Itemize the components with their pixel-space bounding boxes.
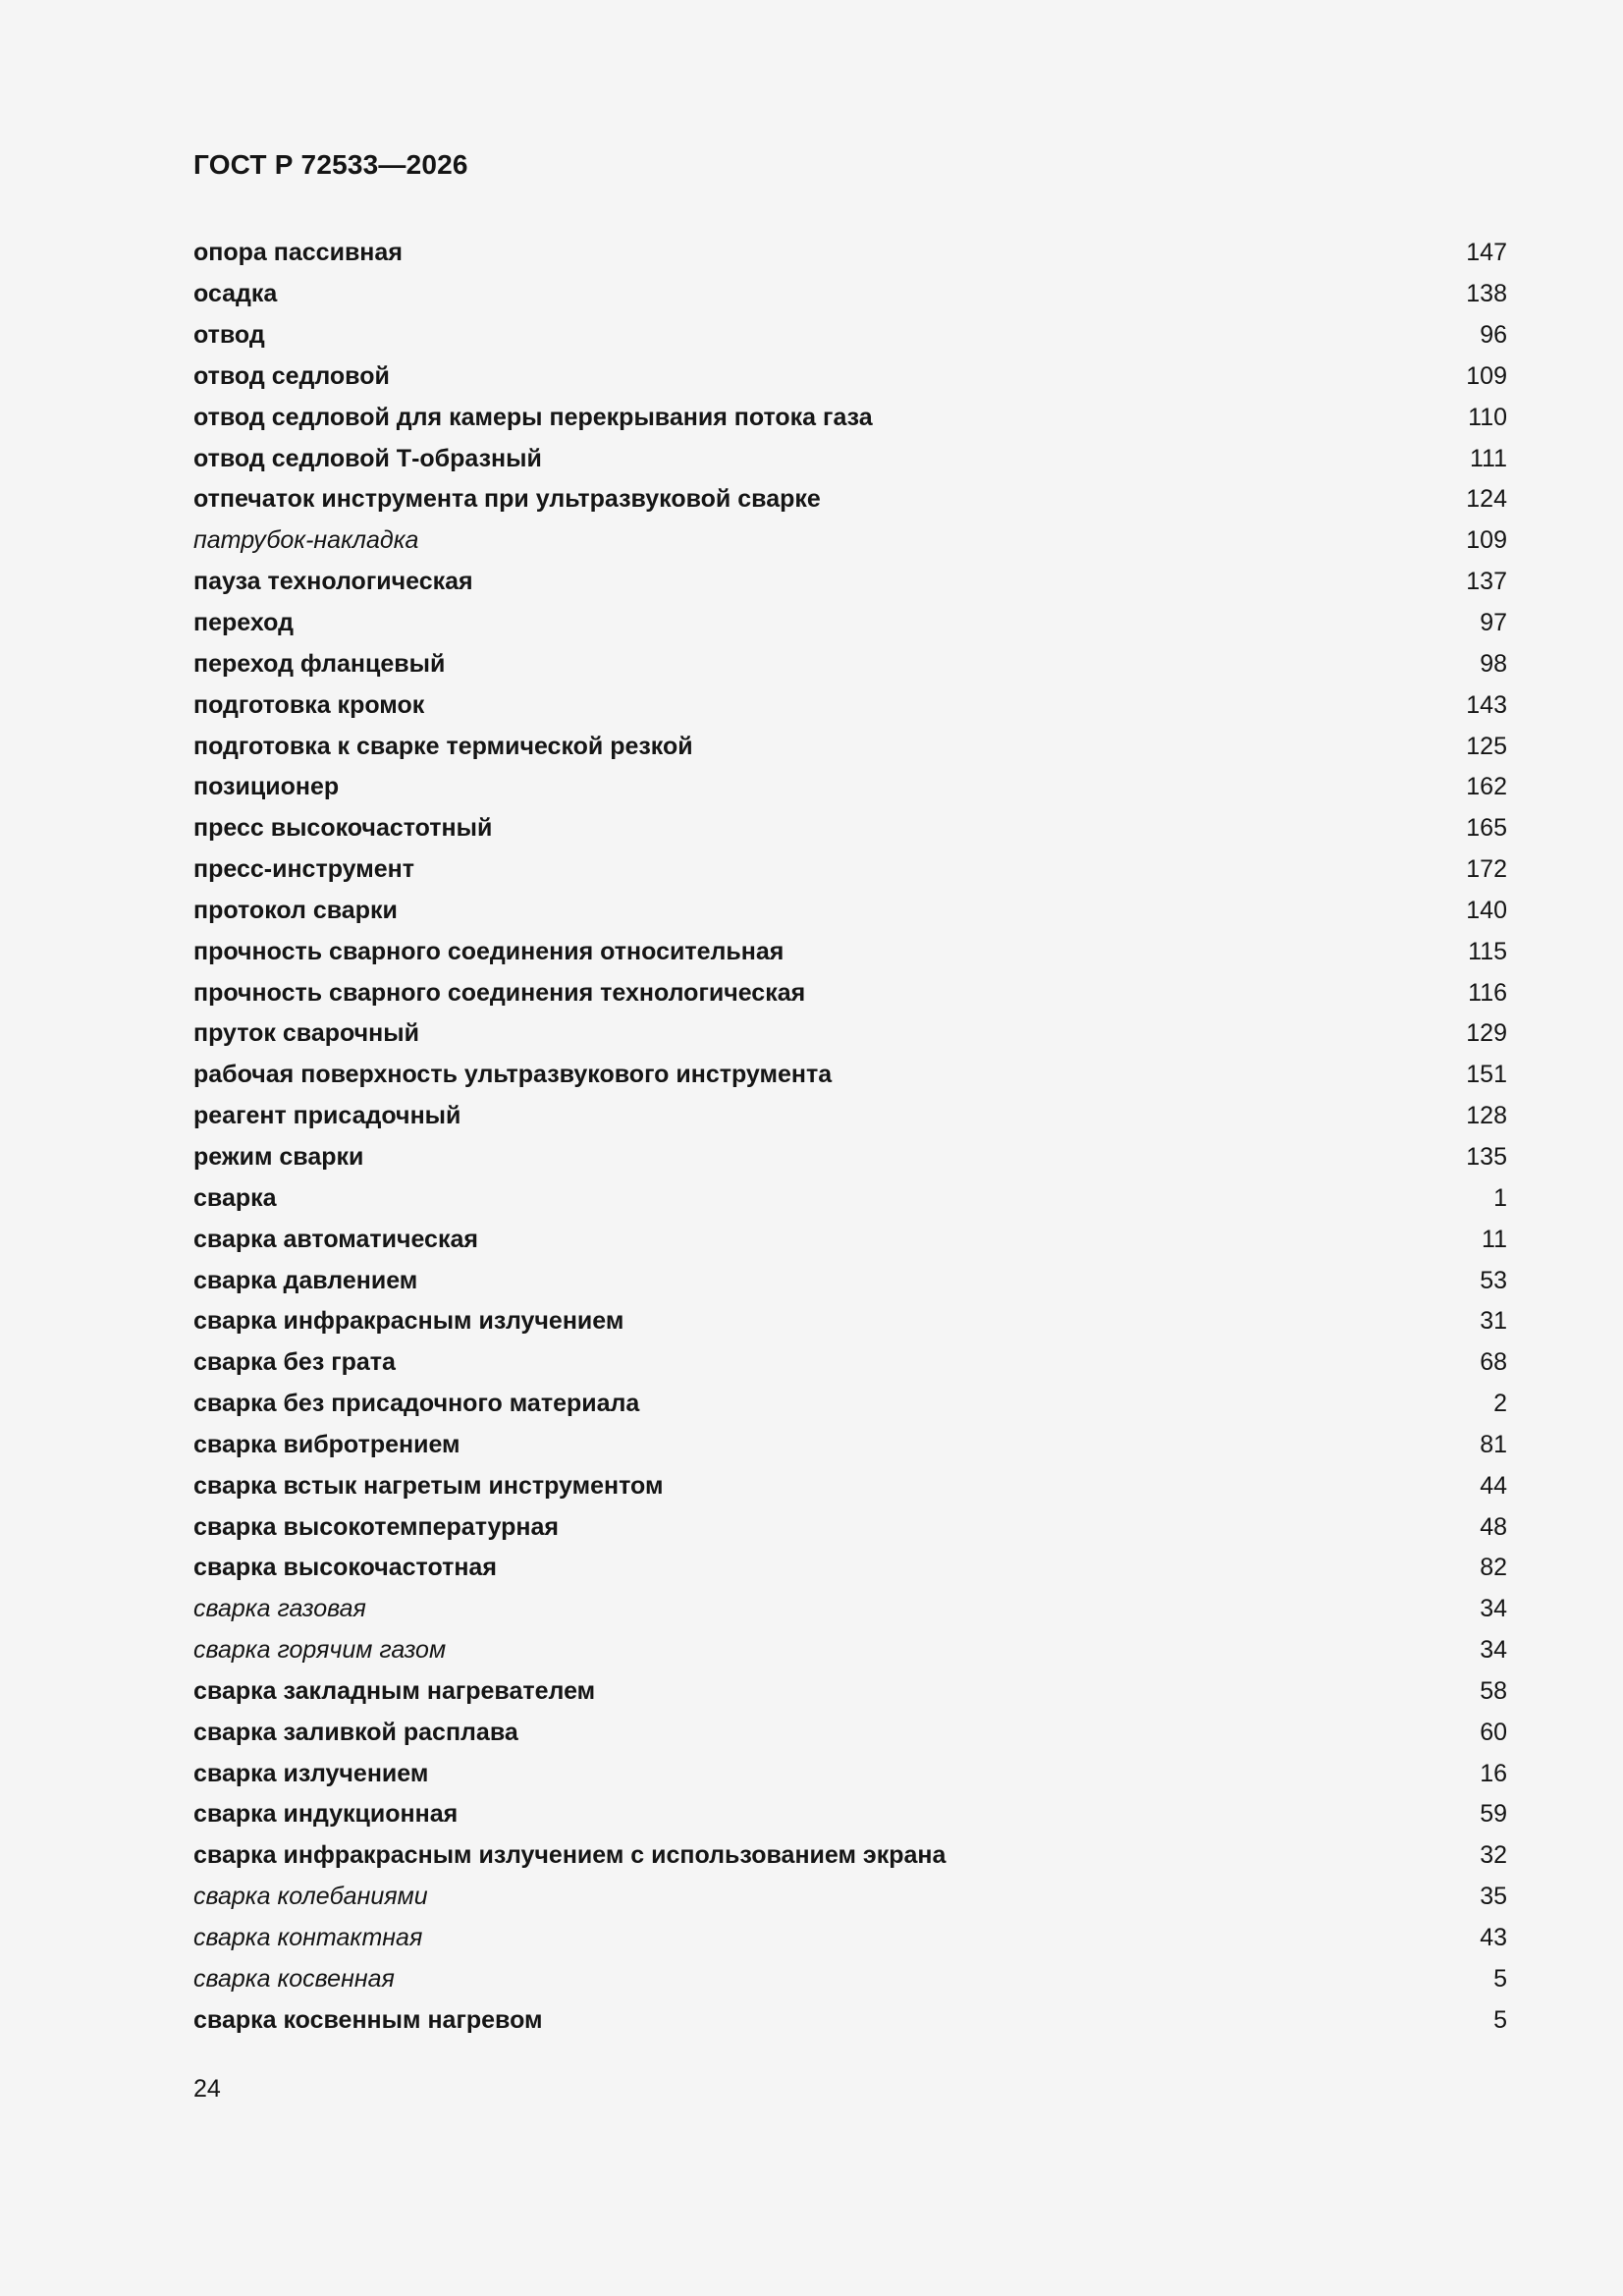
index-term: рабочая поверхность ультразвукового инструмента — [193, 1061, 833, 1089]
index-entry — [193, 1918, 1507, 1959]
index-entry — [193, 1219, 1507, 1260]
index-term: отвод седловой Т-образный — [193, 444, 542, 472]
index-term: отвод — [193, 321, 265, 350]
page-number: 24 — [193, 2075, 221, 2103]
index-term: подготовка к сварке термической резкой — [193, 732, 693, 760]
index-page-reference: 60 — [1480, 1718, 1507, 1746]
index-term: позиционер — [193, 773, 340, 801]
index-page-reference: 31 — [1480, 1307, 1507, 1336]
index-term: сварка вибротрением — [193, 1430, 460, 1458]
index-term: сварка высокотемпературная — [193, 1512, 559, 1541]
index-term: прочность сварного соединения относительная — [193, 937, 784, 965]
index-entry — [193, 1055, 1507, 1096]
index-entry — [193, 274, 1507, 315]
index-term: сварка инфракрасным излучением с использованием экрана — [193, 1841, 947, 1870]
index-page-reference: 115 — [1468, 937, 1507, 965]
index-page-reference: 5 — [1493, 1964, 1507, 1993]
index-page-reference: 135 — [1466, 1142, 1507, 1171]
index-term: протокол сварки — [193, 896, 398, 924]
index-term: сварка заливкой расплава — [193, 1718, 518, 1746]
index-page-reference: 165 — [1466, 814, 1507, 843]
index-term: пауза технологическая — [193, 568, 473, 596]
index-entry — [193, 1630, 1507, 1671]
index-term: сварка автоматическая — [193, 1225, 478, 1253]
index-entry — [193, 1671, 1507, 1713]
index-term: сварка горячим газом — [193, 1636, 447, 1665]
index-entry — [193, 1794, 1507, 1835]
index-entry — [193, 767, 1507, 808]
index-term: подготовка кромок — [193, 690, 425, 719]
index-term: сварка высокочастотная — [193, 1554, 497, 1582]
index-page-reference: 34 — [1480, 1595, 1507, 1623]
index-page-reference: 109 — [1466, 361, 1507, 390]
index-term: сварка закладным нагревателем — [193, 1676, 596, 1705]
index-entry — [193, 479, 1507, 520]
index-term: сварка колебаниями — [193, 1883, 428, 1911]
index-page-reference: 59 — [1480, 1800, 1507, 1829]
index-term: режим сварки — [193, 1142, 364, 1171]
index-page-reference: 11 — [1482, 1225, 1507, 1253]
index-entry — [193, 1384, 1507, 1425]
index-page-reference: 147 — [1466, 239, 1507, 267]
index-page-reference: 128 — [1466, 1102, 1507, 1130]
index-page-reference: 125 — [1466, 732, 1507, 760]
index-page-reference: 32 — [1480, 1841, 1507, 1870]
index-term: сварка давлением — [193, 1266, 418, 1294]
index-entry — [193, 1712, 1507, 1753]
index-entry — [193, 1835, 1507, 1877]
index-page-reference: 151 — [1466, 1061, 1507, 1089]
index-entry — [193, 684, 1507, 726]
index-page-reference: 53 — [1480, 1266, 1507, 1294]
index-term: сварка косвенным нагревом — [193, 2005, 543, 2034]
index-page-reference: 111 — [1469, 444, 1507, 472]
index-entry — [193, 1548, 1507, 1589]
index-entry — [193, 1589, 1507, 1630]
document-header: ГОСТ Р 72533—2026 — [193, 149, 468, 180]
index-term: прочность сварного соединения технологическая — [193, 978, 806, 1007]
index-page-reference: 97 — [1480, 609, 1507, 637]
index-page-reference: 34 — [1480, 1636, 1507, 1665]
index-entry — [193, 1753, 1507, 1794]
index-term: пресс-инструмент — [193, 855, 414, 884]
index-term: опора пассивная — [193, 239, 403, 267]
index-term: сварка контактная — [193, 1924, 423, 1952]
index-page-reference: 96 — [1480, 321, 1507, 350]
index-page-reference: 98 — [1480, 649, 1507, 678]
index-entry — [193, 1999, 1507, 2041]
index-page-reference: 124 — [1466, 485, 1507, 514]
index-entry — [193, 1096, 1507, 1137]
index-page-reference: 109 — [1466, 526, 1507, 555]
index-entry — [193, 397, 1507, 438]
index-page-reference: 68 — [1480, 1348, 1507, 1377]
index-page-reference: 48 — [1480, 1512, 1507, 1541]
index-page-reference: 5 — [1493, 2005, 1507, 2034]
index-entry — [193, 438, 1507, 479]
index-page-reference: 143 — [1466, 690, 1507, 719]
index-entry — [193, 562, 1507, 603]
index-entry — [193, 1877, 1507, 1918]
index-term: сварка инфракрасным излучением — [193, 1307, 624, 1336]
index-page-reference: 110 — [1468, 403, 1507, 431]
index-term: пресс высокочастотный — [193, 814, 493, 843]
index-term: сварка излучением — [193, 1759, 429, 1787]
index-entry — [193, 1424, 1507, 1465]
index-page-reference: 81 — [1480, 1430, 1507, 1458]
index-entry — [193, 356, 1507, 398]
index-term: отвод седловой для камеры перекрывания потока газа — [193, 403, 873, 431]
index-term: переход — [193, 609, 294, 637]
index-page-reference: 2 — [1493, 1390, 1507, 1418]
index-entry — [193, 1506, 1507, 1548]
index-entry — [193, 1958, 1507, 1999]
index-term: сварка без присадочного материала — [193, 1390, 640, 1418]
index-term: переход фланцевый — [193, 649, 446, 678]
index-page-reference: 44 — [1480, 1471, 1507, 1500]
index-entry — [193, 726, 1507, 767]
index-entry — [193, 643, 1507, 684]
index-entry — [193, 972, 1507, 1013]
index-page-reference: 1 — [1493, 1183, 1507, 1212]
index-page-reference: 172 — [1466, 855, 1507, 884]
index-term: пруток сварочный — [193, 1019, 419, 1048]
index-entry — [193, 1177, 1507, 1219]
index-term: сварка индукционная — [193, 1800, 459, 1829]
index-page-reference: 35 — [1480, 1883, 1507, 1911]
alphabetical-index — [193, 233, 1507, 2041]
index-page-reference: 82 — [1480, 1554, 1507, 1582]
index-page-reference: 137 — [1466, 568, 1507, 596]
index-term: сварка — [193, 1183, 277, 1212]
index-page-reference: 162 — [1466, 773, 1507, 801]
index-entry — [193, 233, 1507, 274]
index-page-reference: 116 — [1468, 978, 1507, 1007]
index-term: осадка — [193, 280, 278, 308]
index-page-reference: 43 — [1480, 1924, 1507, 1952]
index-entry — [193, 1137, 1507, 1178]
index-term: сварка газовая — [193, 1595, 366, 1623]
index-term: сварка косвенная — [193, 1964, 395, 1993]
index-term: реагент присадочный — [193, 1102, 461, 1130]
index-entry — [193, 520, 1507, 562]
index-entry — [193, 1013, 1507, 1055]
index-entry — [193, 1342, 1507, 1384]
index-page-reference: 16 — [1480, 1759, 1507, 1787]
index-term: сварка встык нагретым инструментом — [193, 1471, 664, 1500]
index-entry — [193, 1301, 1507, 1342]
index-page-reference: 138 — [1466, 280, 1507, 308]
index-entry — [193, 1260, 1507, 1301]
index-page-reference: 129 — [1466, 1019, 1507, 1048]
index-entry — [193, 315, 1507, 356]
index-term: патрубок-накладка — [193, 526, 419, 555]
index-entry — [193, 603, 1507, 644]
index-entry — [193, 1465, 1507, 1506]
index-entry — [193, 849, 1507, 891]
index-term: отвод седловой — [193, 361, 390, 390]
index-term: отпечаток инструмента при ультразвуковой сварке — [193, 485, 821, 514]
index-entry — [193, 808, 1507, 849]
index-entry — [193, 891, 1507, 932]
index-page-reference: 140 — [1466, 896, 1507, 924]
index-term: сварка без грата — [193, 1348, 396, 1377]
index-page-reference: 58 — [1480, 1676, 1507, 1705]
index-entry — [193, 931, 1507, 972]
